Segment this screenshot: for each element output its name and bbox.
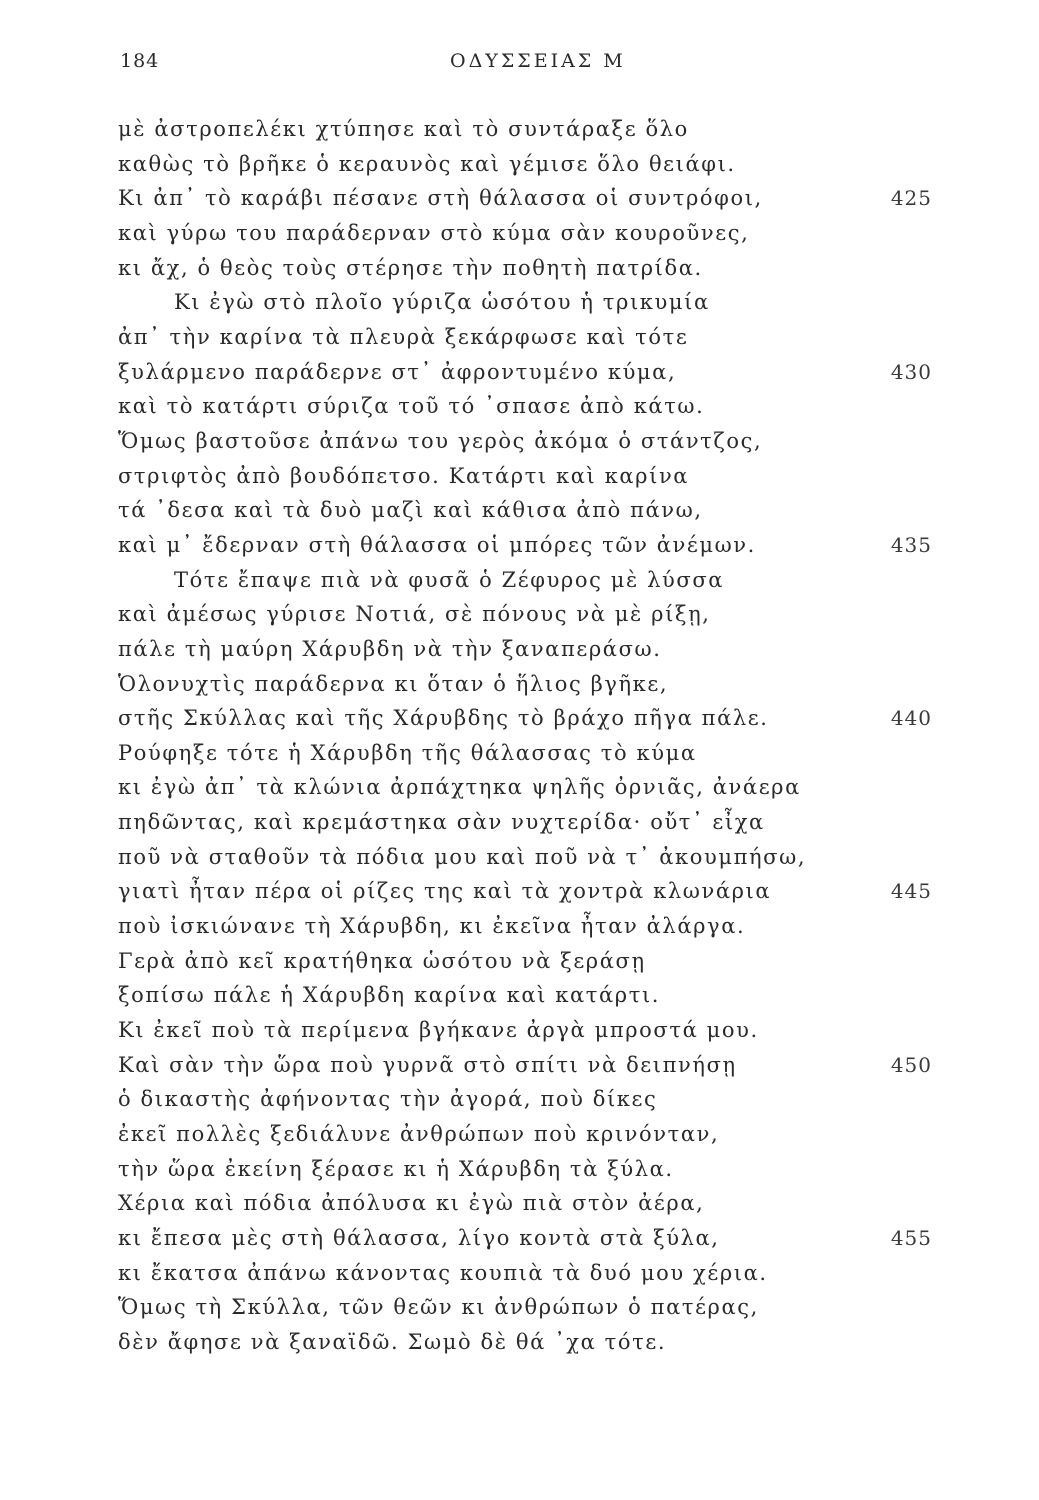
- verse-text: γιατὶ ἦταν πέρα οἱ ρίζες της καὶ τὰ χοντρὰ κλωνάρια: [118, 879, 772, 904]
- verse-line: [0, 701, 1039, 736]
- verse-line: [0, 597, 1039, 632]
- verse-text: μὲ ἀστροπελέκι χτύπησε καὶ τὸ συντάραξε ὅλο: [118, 117, 689, 141]
- verse-text: κι ἐγὼ ἀπ᾽ τὰ κλώνια ἀρπάχτηκα ψηλῆς ὀρνιᾶς, ἀνάερα: [118, 775, 801, 800]
- verse-text: καὶ ἀμέσως γύρισε Νοτιά, σὲ πόνους νὰ μὲ ρίξῃ,: [118, 602, 711, 627]
- book-title: ΟΔΥΣΣΕΙΑΣ Μ: [450, 50, 626, 72]
- verse-line: [0, 874, 1039, 909]
- verse-text: Κι ἐκεῖ ποὺ τὰ περίμενα βγήκανε ἀργὰ μπροστά μου.: [118, 1018, 759, 1043]
- verse-text: ὁ δικαστὴς ἀφήνοντας τὴν ἀγορά, ποὺ δίκες: [118, 1087, 658, 1112]
- verse-text: καὶ γύρω του παράδερναν στὸ κύμα σὰν κουροῦνες,: [118, 220, 750, 245]
- line-number: 435: [890, 532, 932, 557]
- verse-text: κι ἔκατσα ἀπάνω κάνοντας κουπιὰ τὰ δυό μου χέρια.: [118, 1260, 768, 1285]
- running-head: [0, 50, 1039, 80]
- verse-block: [0, 112, 1039, 1360]
- verse-line: [0, 1256, 1039, 1291]
- verse-line: [0, 1152, 1039, 1187]
- verse-line: [0, 389, 1039, 424]
- verse-text: καὶ μ᾽ ἔδερναν στὴ θάλασσα οἱ μπόρες τῶν ἀνέμων.: [118, 532, 756, 557]
- verse-line: [0, 1117, 1039, 1152]
- verse-text: ἐκεῖ πολλὲς ξεδιάλυνε ἀνθρώπων ποὺ κρινόνταν,: [118, 1122, 720, 1147]
- verse-line: [0, 355, 1039, 390]
- verse-line: [0, 251, 1039, 286]
- verse-text: στῆς Σκύλλας καὶ τῆς Χάρυβδης τὸ βράχο πῆγα πάλε.: [118, 706, 769, 731]
- line-number: 455: [890, 1226, 932, 1250]
- verse-text: Χέρια καὶ πόδια ἀπόλυσα κι ἐγὼ πιὰ στὸν ἀέρα,: [118, 1191, 705, 1216]
- verse-text: δὲν ἄφησε νὰ ξαναϊδῶ. Σωμὸ δὲ θά ᾽χα τότε.: [118, 1329, 667, 1354]
- verse-line: [0, 840, 1039, 875]
- verse-text: καὶ τὸ κατάρτι σύριζα τοῦ τό ᾽σπασε ἀπὸ κάτω.: [118, 394, 705, 419]
- line-number: 450: [890, 1052, 932, 1077]
- verse-line: [0, 528, 1039, 563]
- verse-text: κι ἄχ, ὁ θεὸς τοὺς στέρησε τὴν ποθητὴ πατρίδα.: [118, 255, 703, 280]
- verse-text: ποὺ ἰσκιώνανε τὴ Χάρυβδη, κι ἐκεῖνα ἦταν ἀλάργα.: [118, 914, 746, 939]
- verse-line: [0, 424, 1039, 459]
- verse-line: [0, 944, 1039, 979]
- line-number: 430: [890, 359, 932, 384]
- verse-text: ξυλάρμενο παράδερνε στ᾽ ἀφροντυμένο κύμα,: [118, 359, 677, 384]
- verse-text: Τότε ἔπαψε πιὰ νὰ φυσᾶ ὁ Ζέφυρος μὲ λύσσα: [174, 567, 725, 592]
- verse-text: πάλε τὴ μαύρη Χάρυβδη νὰ τὴν ξαναπεράσω.: [118, 636, 662, 661]
- verse-line: [0, 909, 1039, 944]
- verse-line: [0, 632, 1039, 667]
- verse-text: Καὶ σὰν τὴν ὥρα ποὺ γυρνᾶ στὸ σπίτι νὰ δειπνήσῃ: [118, 1052, 737, 1077]
- verse-text: τὴν ὥρα ἐκείνη ξέρασε κι ἡ Χάρυβδη τὰ ξύλα.: [118, 1156, 674, 1181]
- verse-text: Ὅμως βαστοῦσε ἀπάνω του γερὸς ἀκόμα ὁ στάντζος,: [118, 428, 763, 453]
- verse-text: Κι ἀπ᾽ τὸ καράβι πέσανε στὴ θάλασσα οἱ συντρόφοι,: [118, 186, 763, 211]
- verse-text: ποῦ νὰ σταθοῦν τὰ πόδια μου καὶ ποῦ νὰ τ᾽ ἀκουμπήσω,: [118, 844, 807, 869]
- verse-text: κι ἔπεσα μὲς στὴ θάλασσα, λίγο κοντὰ στὰ ξύλα,: [118, 1226, 720, 1250]
- verse-line: [0, 1186, 1039, 1221]
- verse-line: [0, 147, 1039, 182]
- verse-text: Γερὰ ἀπὸ κεῖ κρατήθηκα ὡσότου νὰ ξεράσῃ: [118, 948, 646, 973]
- verse-line: [0, 978, 1039, 1013]
- verse-line: [0, 1013, 1039, 1048]
- verse-text: Ρούφηξε τότε ἡ Χάρυβδη τῆς θάλασσας τὸ κύμα: [118, 740, 697, 765]
- verse-text: τά ᾽δεσα καὶ τὰ δυὸ μαζὶ καὶ κάθισα ἀπὸ πάνω,: [118, 498, 703, 523]
- verse-text: πηδῶντας, καὶ κρεμάστηκα σὰν νυχτερίδα· οὔτ᾽ εἶχα: [118, 810, 765, 835]
- verse-text: Κι ἐγὼ στὸ πλοῖο γύριζα ὡσότου ἡ τρικυμία: [174, 290, 710, 315]
- verse-line: [0, 1082, 1039, 1117]
- line-number: 440: [890, 706, 932, 731]
- verse-line: [0, 181, 1039, 216]
- verse-line: [0, 805, 1039, 840]
- verse-line: [0, 667, 1039, 702]
- verse-line: [0, 285, 1039, 320]
- line-number: 445: [890, 879, 932, 904]
- verse-text: Ὅμως τὴ Σκύλλα, τῶν θεῶν κι ἀνθρώπων ὁ πατέρας,: [118, 1295, 759, 1320]
- verse-line: [0, 112, 1039, 147]
- verse-text: ξοπίσω πάλε ἡ Χάρυβδη καρίνα καὶ κατάρτι.: [118, 983, 661, 1008]
- verse-text: καθὼς τὸ βρῆκε ὁ κεραυνὸς καὶ γέμισε ὅλο θειάφι.: [118, 151, 736, 176]
- verse-line: [0, 563, 1039, 598]
- verse-line: [0, 320, 1039, 355]
- page-number: 184: [120, 50, 160, 72]
- verse-line: [0, 1325, 1039, 1360]
- verse-text: ἀπ᾽ τὴν καρίνα τὰ πλευρὰ ξεκάρφωσε καὶ τότε: [118, 324, 689, 349]
- verse-line: [0, 770, 1039, 805]
- verse-line: [0, 1221, 1039, 1256]
- verse-line: [0, 493, 1039, 528]
- line-number: 425: [890, 186, 932, 211]
- verse-line: [0, 216, 1039, 251]
- verse-line: [0, 736, 1039, 771]
- verse-line: [0, 1048, 1039, 1083]
- verse-line: [0, 1290, 1039, 1325]
- verse-text: στριφτὸς ἀπὸ βουδόπετσο. Κατάρτι καὶ καρίνα: [118, 463, 690, 488]
- verse-text: Ὁλονυχτὶς παράδερνα κι ὅταν ὁ ἥλιος βγῆκε,: [118, 671, 669, 696]
- verse-line: [0, 459, 1039, 494]
